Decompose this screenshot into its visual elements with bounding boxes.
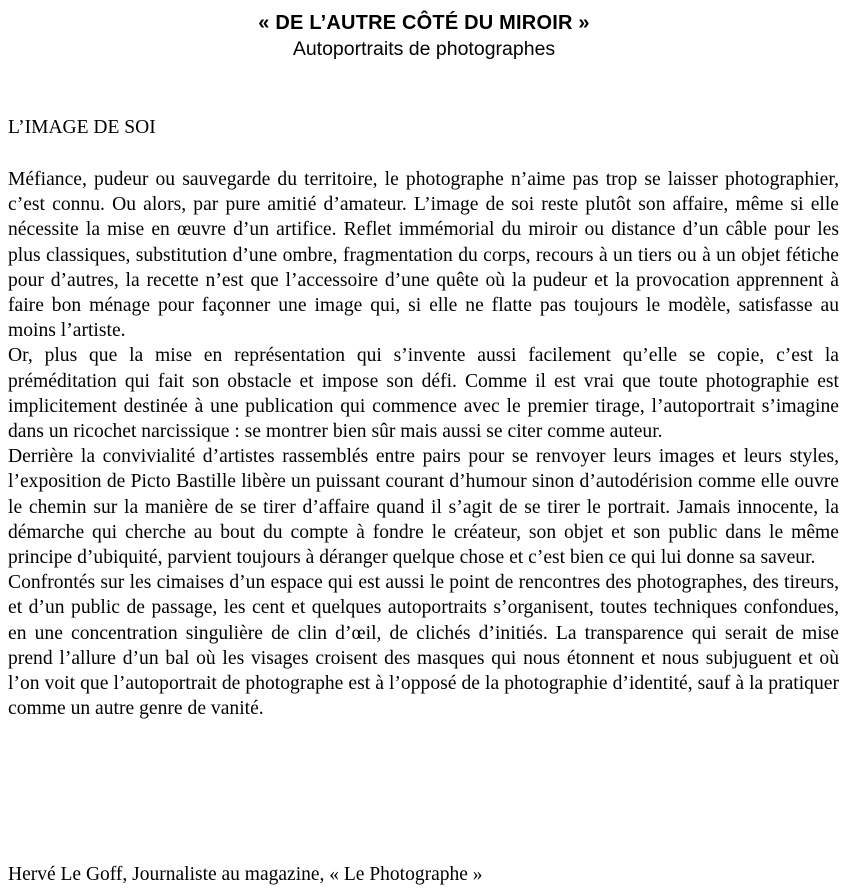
- paragraph: Méfiance, pudeur ou sauvegarde du territoire, le photographe n’aime pas trop se laisser photographier, c’est connu. Ou alors, par pure amitié d’amateur. L’image de soi reste plutôt son affaire, même si elle nécessite la mise en œuvre d’un artifice. Reflet immémorial du miroir ou distance d’un câble pour les plus classiques, substitution d’une ombre, fragmentation du corps, recours à un tiers ou à un objet fétiche pour d’autres, la recette n’est que l’accessoire d’une quête où la pudeur et la provocation apprennent à faire bon ménage pour façonner une image qui, si elle ne flatte pas toujours le modèle, satisfasse au moins l’artiste.: [8, 169, 839, 342]
- author-signature: Hervé Le Goff, Journaliste au magazine, « Le Photographe »: [8, 864, 483, 885]
- article-body: [8, 167, 839, 721]
- paragraph: Or, plus que la mise en représentation qui s’invente aussi facilement qu’elle se copie, c’est la préméditation qui fait son obstacle et impose son défi. Comme il est vrai que toute photographie est implicitement destinée à une publication qui commence avec le premier tirage, l’autoportrait s’imagine dans un ricochet narcissique : se montrer bien sûr mais aussi se citer comme auteur.: [8, 345, 839, 443]
- section-heading: L’IMAGE DE SOI: [8, 117, 156, 138]
- paragraph: Derrière la convivialité d’artistes rassemblés entre pairs pour se renvoyer leurs images et leurs styles, l’exposition de Picto Bastille libère un puissant courant d’humour sinon d’autodérision comme elle ouvre le chemin sur la manière de se tirer d’affaire quand il s’agit de se tirer le portrait. Jamais innocente, la démarche qui cherche au bout du compte à fondre le créateur, son objet et son public dans le même principe d’ubiquité, parvient toujours à déranger quelque chose et c’est bien ce qui lui donne sa saveur.: [8, 446, 839, 569]
- document-subtitle: Autoportraits de photographes: [292, 38, 556, 60]
- paragraph: Confrontés sur les cimaises d’un espace qui est aussi le point de rencontres des photographes, des tireurs, et d’un public de passage, les cent et quelques autoportraits s’organisent, toutes techniques confondues, en une concentration singulière de clin d’œil, de clichés d’initiés. La transparence qui serait de mise prend l’allure d’un bal où les visages croisent des masques qui nous étonnent et nous subjuguent et où l’on voit que l’autoportrait de photographe est à l’opposé de la photographie d’identité, sauf à la pratiquer comme un autre genre de vanité.: [8, 572, 839, 720]
- document-title: « DE L’AUTRE CÔTÉ DU MIROIR »: [258, 12, 590, 34]
